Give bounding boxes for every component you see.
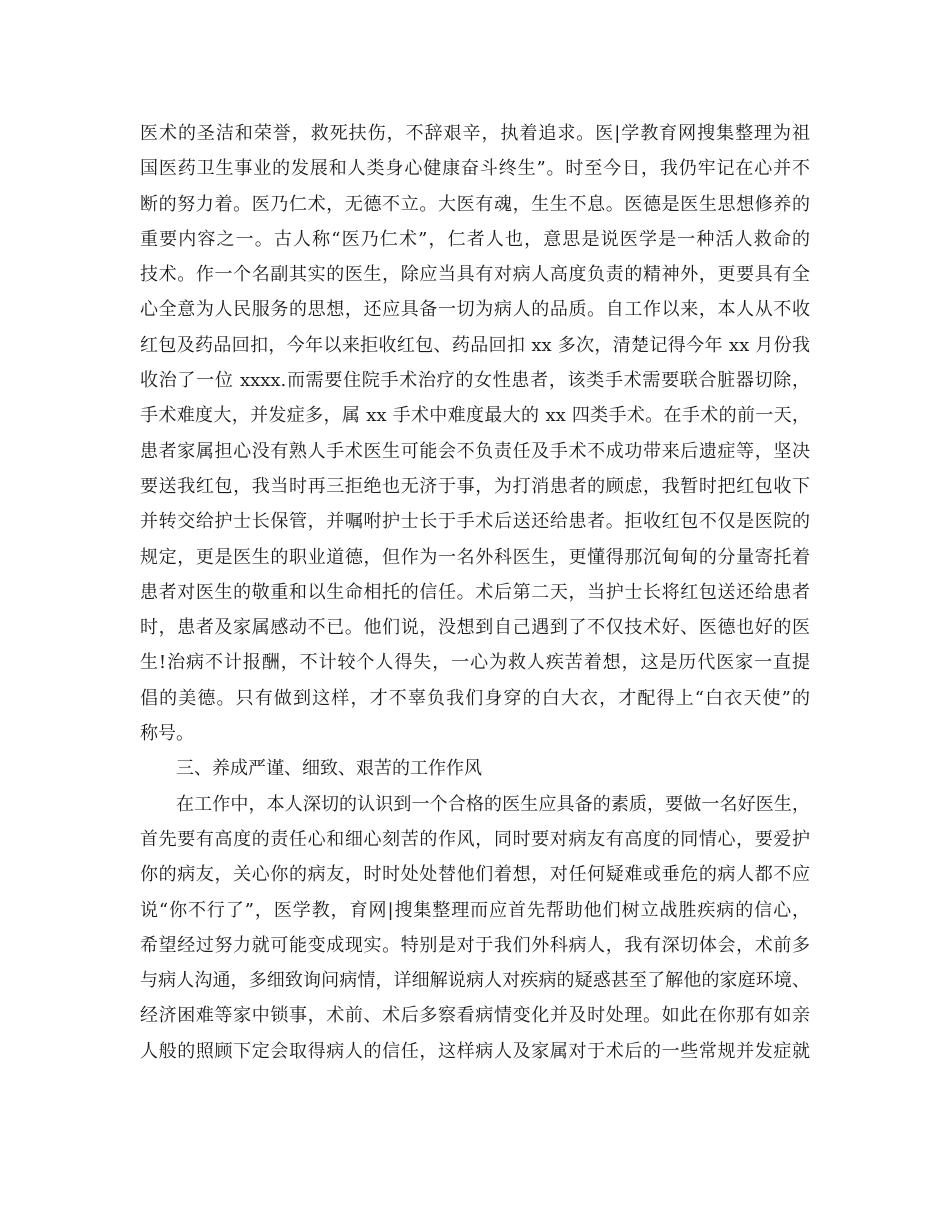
text-line: 规定，更是医生的职业道德，但作为一名外科医生，更懂得那沉甸甸的分量寄托着 [140,546,810,568]
text-line: 国医药卫生事业的发展和人类身心健康奋斗终生”。时至今日，我仍牢记在心并不 [140,158,810,180]
text-line: 重要内容之一。古人称“医乃仁术”，仁者人也，意思是说医学是一种活人救命的 [140,228,810,250]
text-line: 患者对医生的敬重和以生命相托的信任。术后第二天，当护士长将红包送还给患者 [140,581,810,603]
text-line: 经济困难等家中锁事，术前、术后多察看病情变化并及时处理。如此在你那有如亲 [140,1005,810,1027]
text-line: 时，患者及家属感动不已。他们说，没想到自己遇到了不仅技术好、医德也好的医 [140,617,810,639]
text-line: 首先要有高度的责任心和细心刻苦的作风，同时要对病友有高度的同情心，要爱护 [140,828,810,850]
paragraph-2 [140,787,810,1069]
text-line: 断的努力着。医乃仁术，无德不立。大医有魂，生生不息。医德是医生思想修养的 [140,193,810,215]
text-line: 医术的圣洁和荣誉，救死扶伤，不辞艰辛，执着追求。医|学教育网搜集整理为祖 [140,123,810,144]
text-line: 你的病友，关心你的病友，时时处处替他们着想，对任何疑难或垂危的病人都不应 [140,864,810,886]
text-line: 希望经过努力就可能变成现实。特别是对于我们外科病人，我有深切体会，术前多 [140,934,810,956]
text-line: 生!治病不计报酬，不计较个人得失，一心为救人疾苦着想，这是历代医家一直提 [140,652,810,674]
section-heading: 三、养成严谨、细致、艰苦的工作作风 [176,758,482,780]
text-line: 人般的照顾下定会取得病人的信任，这样病人及家属对于术后的一些常规并发症就 [140,1040,810,1062]
text-line: 心全意为人民服务的思想，还应具备一切为病人的品质。自工作以来，本人从不收 [140,299,810,321]
text-line: 技术。作一个名副其实的医生，除应当具有对病人高度负责的精神外，更要具有全 [140,264,810,286]
text-line: 说“你不行了”，医学教，育网|搜集整理而应首先帮助他们树立战胜疾病的信心， [140,899,810,921]
text-line: 并转交给护士长保管，并嘱咐护士长于手术后送还给患者。拒收红包不仅是医院的 [140,511,810,533]
document-body [140,116,810,1069]
text-line: 患者家属担心没有熟人手术医生可能会不负责任及手术不成功带来后遗症等，坚决 [140,440,810,462]
text-line: 红包及药品回扣，今年以来拒收红包、药品回扣 xx 多次，清楚记得今年 xx 月份我 [140,334,810,356]
text-line: 称号。 [140,723,194,745]
text-line: 要送我红包，我当时再三拒绝也无济于事，为打消患者的顾虑，我暂时把红包收下 [140,475,810,497]
text-line: 在工作中，本人深切的认识到一个合格的医生应具备的素质，要做一名好医生， [176,793,810,815]
text-line: 收治了一位 xxxx.而需要住院手术治疗的女性患者，该类手术需要联合脏器切除， [140,370,810,392]
text-line: 倡的美德。只有做到这样，才不辜负我们身穿的白大衣，才配得上“白衣天使”的 [140,687,810,709]
paragraph-1 [140,116,810,751]
text-line: 与病人沟通，多细致询问病情，详细解说病人对疾病的疑惑甚至了解他的家庭环境、 [140,970,810,992]
text-line: 手术难度大，并发症多，属 xx 手术中难度最大的 xx 四类手术。在手术的前一天， [140,405,810,427]
